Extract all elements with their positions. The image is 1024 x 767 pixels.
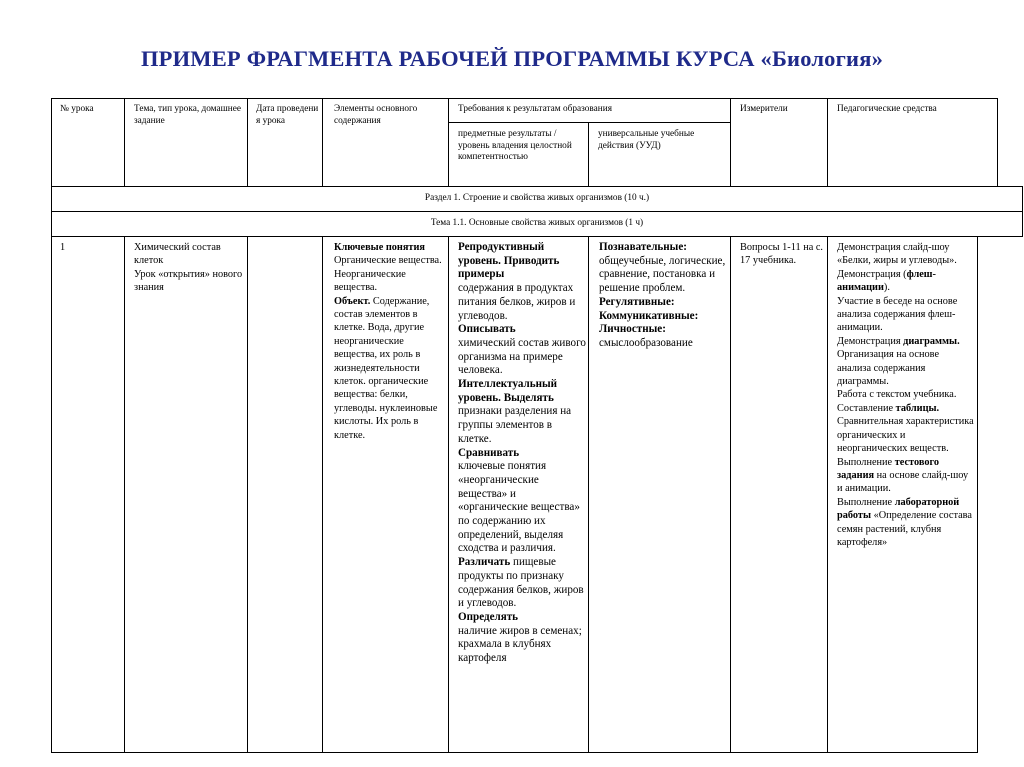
ped-text: Работа с текстом учебника. (837, 389, 957, 401)
measures-cell: Вопросы 1-11 на с. 17 учебника. (740, 242, 824, 267)
content-elements (334, 241, 445, 442)
ped-text: Организация на основе анализа содержания диаграммы. (837, 349, 940, 388)
section-row: Раздел 1. Строение и свойства живых организмов (10 ч.) (424, 193, 650, 203)
header-subject-results: предметные результаты / уровень владения целостной компетентностью (458, 129, 572, 163)
ped-tools-cell (837, 241, 974, 549)
uud-text: общеучебные, логические, сравнение, постановка и решение проблем. (599, 254, 726, 295)
uud-heading: Познавательные: (599, 241, 687, 253)
results-text: ключевые понятия «неорганические вещества» и «органические вещества» по содержанию их определений, выделяя сходства и различия. (458, 460, 580, 555)
ped-text: Выполнение (837, 496, 893, 508)
ped-text: Выполнение (837, 456, 893, 468)
header-topic: Тема, тип урока, домашнее задание (134, 104, 242, 126)
results-heading: Определять (458, 610, 519, 623)
ped-text: Составление (837, 402, 894, 414)
ped-text: Демонстрация ( (837, 268, 907, 280)
key-concepts-text: Органические вещества. Неорганические вещества. (334, 255, 442, 294)
header-elements: Элементы основного содержания (334, 104, 418, 126)
header-measures: Измерители (740, 104, 788, 114)
results-heading: Описывать (458, 323, 516, 336)
header-requirements: Требования к результатам образования (458, 104, 613, 114)
ped-bold: диаграммы. (903, 335, 960, 347)
object-label: Объект. (334, 295, 371, 307)
ped-text: Демонстрация слайд-шоу «Белки, жиры и углеводы». (837, 242, 957, 267)
results-text: продукты по признаку содержания белков, жиров и углеводов. (458, 569, 584, 610)
ped-text: Участие в беседе на основе анализа содержания флеш-анимации. (837, 295, 958, 334)
uud-text: смыслообразование (599, 336, 693, 349)
results-heading: Различать (458, 556, 511, 569)
results-text: содержания в продуктах питания белков, жиров и углеводов. (458, 282, 576, 322)
ped-text: «Определение состава семян растений, клубня картофеля» (837, 510, 972, 548)
results-text: признаки разделения на группы элементов в клетке. (458, 405, 572, 445)
ped-text: на основе слайд-шоу и анимации. (837, 469, 969, 495)
results-text: пищевые (513, 556, 556, 569)
subject-results (458, 241, 586, 666)
ped-text: Демонстрация (837, 335, 901, 347)
results-heading: Сравнивать (458, 446, 520, 459)
results-heading: Интеллектуальный уровень. Выделять (458, 378, 558, 404)
object-text: Содержание, состав элементов в клетке. Вода, другие неорганические вещества, их роль в жизнедеятельности клеток. органические вещества: белки, углеводы. нуклеиновые кислоты. Их роль в клетке. (334, 295, 438, 441)
header-lesson-no: № урока (60, 104, 94, 114)
uud-heading: Личностные: (599, 323, 666, 336)
uud-heading: Коммуникативные: (599, 309, 699, 322)
uud-heading: Регулятивные: (599, 295, 675, 308)
header-date: Дата проведени я урока (256, 104, 319, 126)
topic-line: Химический состав клеток (134, 242, 221, 267)
lesson-topic (134, 241, 244, 295)
header-uud: универсальные учебные действия (УУД) (598, 129, 695, 151)
ped-text: Сравнительная характеристика органических и неорганических веществ. (837, 416, 974, 455)
topic-line: Урок «открытия» нового знания (134, 268, 243, 294)
results-text: химический состав живого организма на примере человека. (458, 336, 586, 377)
ped-bold: лабораторной работы (837, 496, 960, 522)
uud-cell (599, 241, 727, 351)
topic-row: Тема 1.1. Основные свойства живых организмов (1 ч) (430, 218, 644, 228)
ped-bold: таблицы. (895, 402, 940, 414)
header-ped-tools: Педагогические средства (837, 104, 937, 114)
results-text: наличие жиров в семенах; крахмала в клубнях картофеля (458, 624, 582, 665)
ped-bold: тестового задания (837, 456, 940, 481)
page-title: ПРИМЕР ФРАГМЕНТА РАБОЧЕЙ ПРОГРАММЫ КУРСА «Биология» (140, 46, 884, 71)
results-heading: Репродуктивный уровень. Приводить примеры (458, 241, 560, 281)
ped-bold: флеш-анимации (837, 268, 936, 294)
lesson-number: 1 (60, 242, 66, 253)
ped-text: ). (883, 282, 890, 294)
key-concepts-label: Ключевые понятия (334, 242, 425, 253)
